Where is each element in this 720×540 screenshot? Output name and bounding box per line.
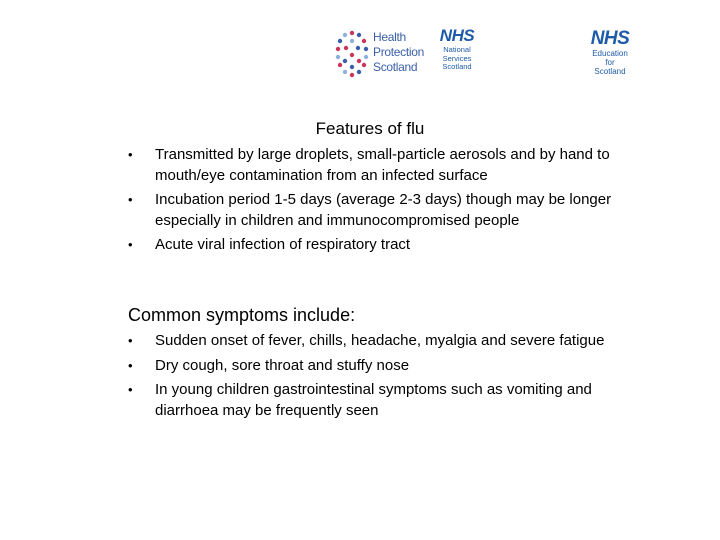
- hps-dots-icon: [333, 28, 371, 80]
- list-item: • Sudden onset of fever, chills, headache, myalgia and severe fatigue: [118, 331, 618, 352]
- list-item: • Acute viral infection of respiratory tract: [118, 235, 618, 256]
- list-item: • Incubation period 1-5 days (average 2-3 days) though may be longer especially in children and immunocompromised people: [128, 191, 612, 229]
- hps-logo-text: Health Protection Scotland: [373, 30, 425, 74]
- nhs-wordmark: NHS: [590, 28, 630, 49]
- health-protection-scotland-logo: [333, 28, 428, 80]
- nhs-nss-sublabel: National Services Scotland: [442, 45, 472, 71]
- nhs-wordmark: NHS: [439, 26, 475, 45]
- bullet-icon: •: [128, 237, 133, 252]
- list-item: • Dry cough, sore throat and stuffy nose: [118, 356, 618, 377]
- symptoms-heading: Common symptoms include:: [128, 305, 356, 325]
- nhs-edu-sublabel: Education for Scotland: [592, 49, 628, 76]
- features-list: [118, 145, 618, 260]
- slide-title: Features of flu: [315, 119, 425, 138]
- bullet-icon: •: [128, 192, 133, 207]
- list-item: • Transmitted by large droplets, small-particle aerosols and by hand to mouth/eye contamination from an infected surface: [128, 146, 610, 184]
- bullet-icon: •: [128, 382, 133, 397]
- bullet-icon: •: [128, 333, 133, 348]
- bullet-icon: •: [128, 147, 133, 162]
- nhs-education-for-scotland-logo: [588, 29, 632, 89]
- list-item: • In young children gastrointestinal symptoms such as vomiting and diarrhoea may be frequently seen: [128, 381, 592, 419]
- symptoms-list: [118, 331, 618, 425]
- bullet-icon: •: [128, 357, 133, 373]
- nhs-national-services-scotland-logo: [437, 27, 477, 83]
